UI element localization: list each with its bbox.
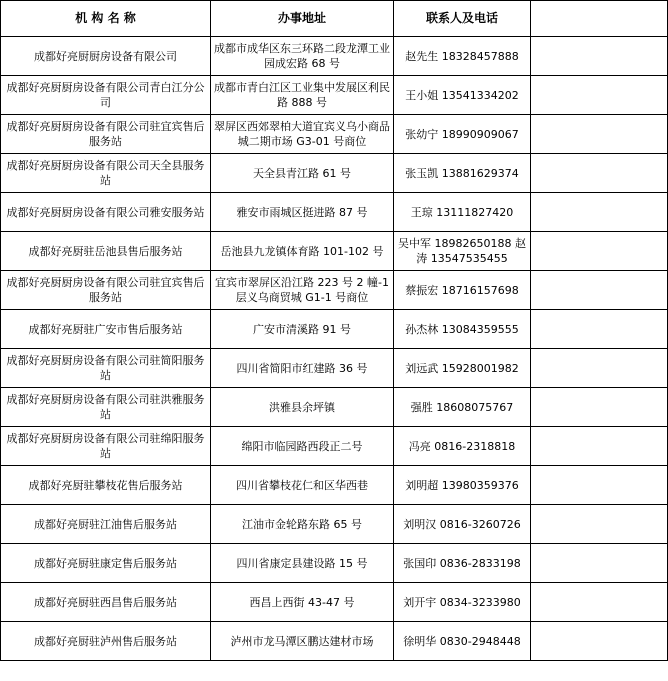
header-name: 机 构 名 称 — [1, 1, 211, 37]
org-name-cell: 成都好亮厨驻康定售后服务站 — [1, 544, 211, 583]
empty-cell — [531, 388, 668, 427]
empty-cell — [531, 76, 668, 115]
empty-cell — [531, 544, 668, 583]
empty-cell — [531, 349, 668, 388]
empty-cell — [531, 154, 668, 193]
org-name-cell: 成都好亮厨厨房设备有限公司驻简阳服务站 — [1, 349, 211, 388]
contact-cell: 赵先生 18328457888 — [394, 37, 531, 76]
empty-cell — [531, 505, 668, 544]
contact-cell: 强胜 18608075767 — [394, 388, 531, 427]
address-cell: 四川省简阳市红建路 36 号 — [211, 349, 394, 388]
contact-cell: 张玉凯 13881629374 — [394, 154, 531, 193]
org-name-cell: 成都好亮厨厨房设备有限公司驻宜宾售后服务站 — [1, 115, 211, 154]
org-name-cell: 成都好亮厨厨房设备有限公司 — [1, 37, 211, 76]
address-cell: 广安市清溪路 91 号 — [211, 310, 394, 349]
table-row — [1, 37, 668, 76]
table-row — [1, 310, 668, 349]
contact-cell: 蔡振宏 18716157698 — [394, 271, 531, 310]
contact-cell: 刘开宇 0834-3233980 — [394, 583, 531, 622]
org-name-cell: 成都好亮厨厨房设备有限公司驻洪雅服务站 — [1, 388, 211, 427]
address-cell: 四川省攀枝花仁和区华西巷 — [211, 466, 394, 505]
table-row — [1, 193, 668, 232]
table-body — [1, 37, 668, 661]
org-name-cell: 成都好亮厨厨房设备有限公司驻宜宾售后服务站 — [1, 271, 211, 310]
org-name-cell: 成都好亮厨厨房设备有限公司天全县服务站 — [1, 154, 211, 193]
contact-cell: 徐明华 0830-2948448 — [394, 622, 531, 661]
address-cell: 江油市金轮路东路 65 号 — [211, 505, 394, 544]
table-row — [1, 466, 668, 505]
contact-cell: 王琼 13111827420 — [394, 193, 531, 232]
contact-cell: 刘明超 13980359376 — [394, 466, 531, 505]
header-extra — [531, 1, 668, 37]
empty-cell — [531, 622, 668, 661]
org-name-cell: 成都好亮厨驻广安市售后服务站 — [1, 310, 211, 349]
table-row — [1, 76, 668, 115]
org-name-cell: 成都好亮厨驻江油售后服务站 — [1, 505, 211, 544]
address-cell: 西昌上西街 43-47 号 — [211, 583, 394, 622]
address-cell: 洪雅县余坪镇 — [211, 388, 394, 427]
empty-cell — [531, 310, 668, 349]
org-name-cell: 成都好亮厨厨房设备有限公司驻绵阳服务站 — [1, 427, 211, 466]
address-cell: 翠屏区西郊翠柏大道宜宾义乌小商品城二期市场 G3-01 号商位 — [211, 115, 394, 154]
address-cell: 雅安市雨城区挺进路 87 号 — [211, 193, 394, 232]
contact-cell: 孙杰林 13084359555 — [394, 310, 531, 349]
org-name-cell: 成都好亮厨厨房设备有限公司雅安服务站 — [1, 193, 211, 232]
empty-cell — [531, 466, 668, 505]
contact-cell: 张幼宁 18990909067 — [394, 115, 531, 154]
empty-cell — [531, 193, 668, 232]
empty-cell — [531, 271, 668, 310]
header-address: 办事地址 — [211, 1, 394, 37]
address-cell: 宜宾市翠屏区沿江路 223 号 2 幢-1 层义乌商贸城 G1-1 号商位 — [211, 271, 394, 310]
org-name-cell: 成都好亮厨驻西昌售后服务站 — [1, 583, 211, 622]
table-row — [1, 505, 668, 544]
empty-cell — [531, 232, 668, 271]
header-contact: 联系人及电话 — [394, 1, 531, 37]
table-row — [1, 583, 668, 622]
table-row — [1, 388, 668, 427]
address-cell: 成都市成华区东三环路二段龙潭工业园成宏路 68 号 — [211, 37, 394, 76]
address-cell: 泸州市龙马潭区鹏达建材市场 — [211, 622, 394, 661]
address-cell: 岳池县九龙镇体育路 101-102 号 — [211, 232, 394, 271]
contact-cell: 吴中军 18982650188 赵涛 13547535455 — [394, 232, 531, 271]
table-row — [1, 115, 668, 154]
address-cell: 成都市青白江区工业集中发展区利民路 888 号 — [211, 76, 394, 115]
empty-cell — [531, 583, 668, 622]
contact-cell: 张国印 0836-2833198 — [394, 544, 531, 583]
address-cell: 天全县青江路 61 号 — [211, 154, 394, 193]
address-cell: 四川省康定县建设路 15 号 — [211, 544, 394, 583]
contact-cell: 刘远武 15928001982 — [394, 349, 531, 388]
table-row — [1, 232, 668, 271]
table-row — [1, 544, 668, 583]
empty-cell — [531, 427, 668, 466]
contact-cell: 王小姐 13541334202 — [394, 76, 531, 115]
org-name-cell: 成都好亮厨驻岳池县售后服务站 — [1, 232, 211, 271]
contact-cell: 刘明汉 0816-3260726 — [394, 505, 531, 544]
table-row — [1, 154, 668, 193]
org-name-cell: 成都好亮厨厨房设备有限公司青白江分公司 — [1, 76, 211, 115]
table-row — [1, 622, 668, 661]
empty-cell — [531, 115, 668, 154]
header-row — [1, 1, 668, 37]
table-row — [1, 271, 668, 310]
table-row — [1, 349, 668, 388]
org-name-cell: 成都好亮厨驻攀枝花售后服务站 — [1, 466, 211, 505]
org-name-cell: 成都好亮厨驻泸州售后服务站 — [1, 622, 211, 661]
contact-cell: 冯亮 0816-2318818 — [394, 427, 531, 466]
address-cell: 绵阳市临园路西段正二号 — [211, 427, 394, 466]
table-row — [1, 427, 668, 466]
empty-cell — [531, 37, 668, 76]
